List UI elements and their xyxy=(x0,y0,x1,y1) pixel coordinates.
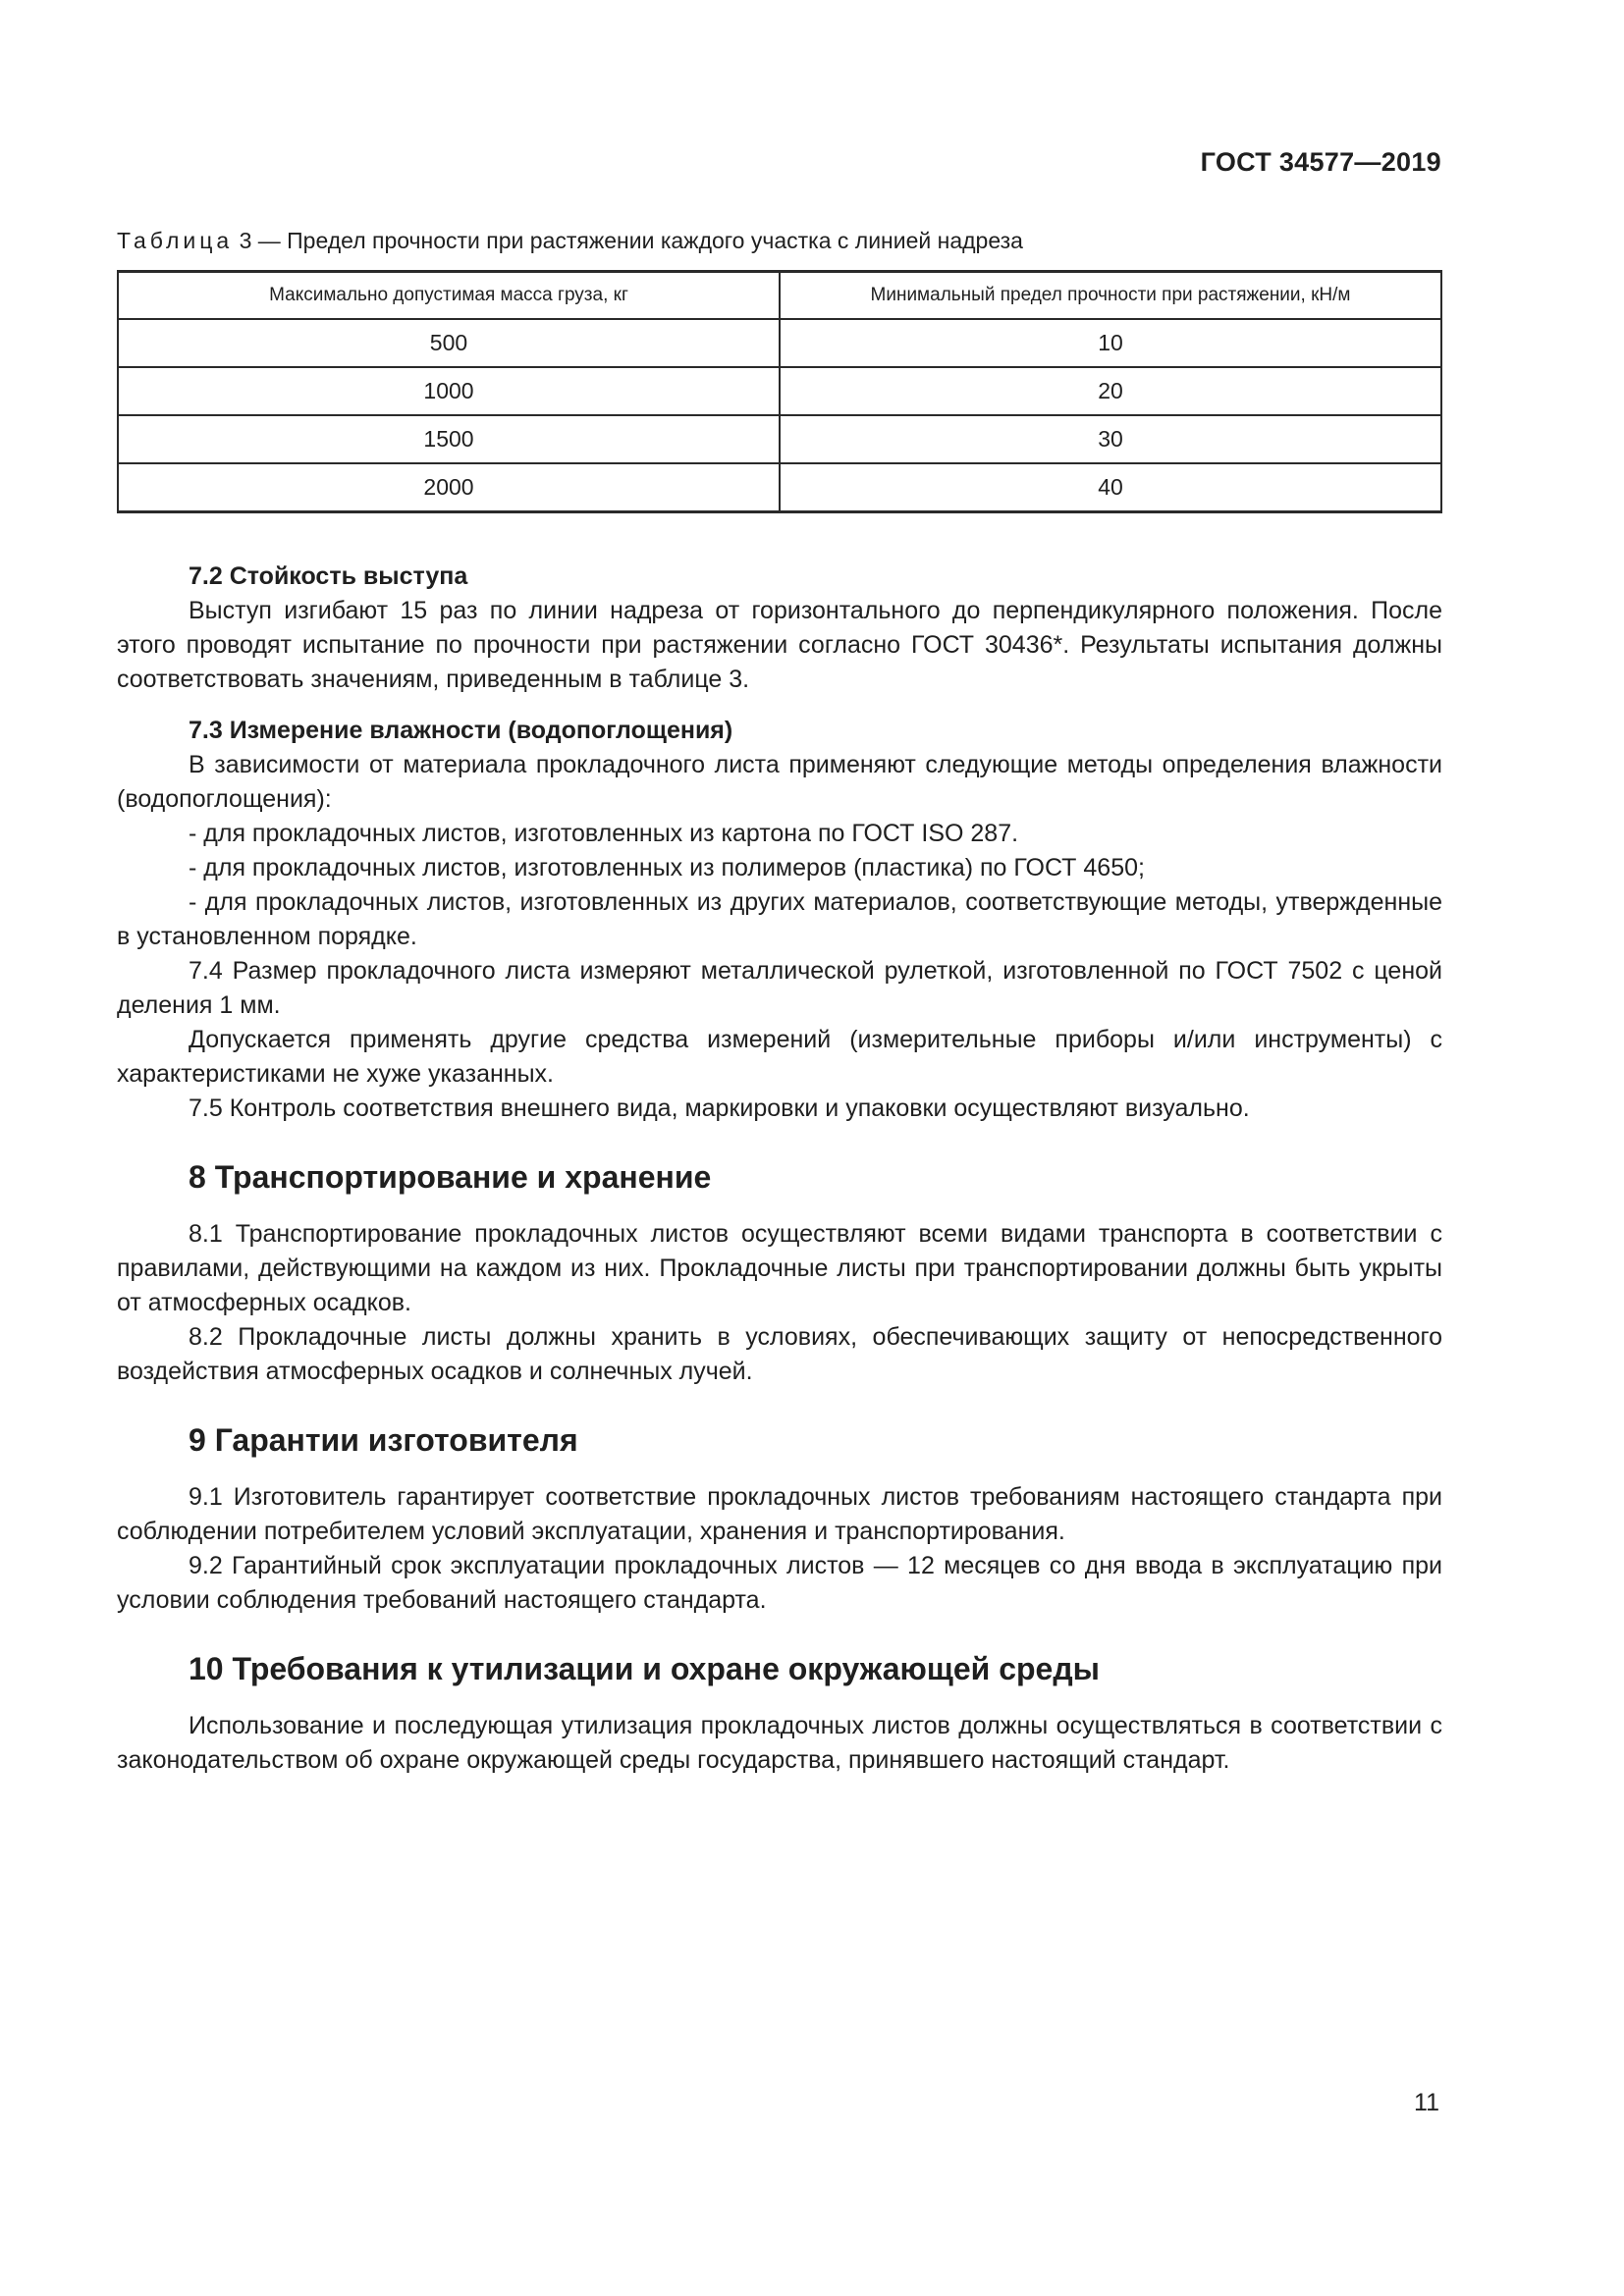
cell-strength: 40 xyxy=(780,463,1441,512)
subsection-title-7-3: 7.3 Измерение влажности (водопоглощения) xyxy=(189,717,733,744)
paragraph-8-1: 8.1 Транспортирование прокладочных листов осуществляют всеми видами транспорта в соответствии с правилами, действующими на каждом из них. Прокладочные листы при транспортировании должны быть укрыты от атмосферных осадков. xyxy=(117,1220,1442,1316)
column-header-mass: Максимально допустимая масса груза, кг xyxy=(118,272,780,320)
paragraph-9-2: 9.2 Гарантийный срок эксплуатации прокладочных листов — 12 месяцев со дня ввода в эксплуатацию при условии соблюдения требований настоящего стандарта. xyxy=(117,1552,1442,1614)
document-body xyxy=(117,560,1442,1778)
cell-strength: 20 xyxy=(780,367,1441,415)
table-caption-label: Таблица xyxy=(117,228,234,253)
section-title-9: 9 Гарантии изготовителя xyxy=(189,1422,578,1458)
paragraph-7-4-note: Допускается применять другие средства измерений (измерительные приборы и/или инструменты) с характеристиками не хуже указанных. xyxy=(117,1026,1442,1088)
paragraph-7-3-intro: В зависимости от материала прокладочного листа применяют следующие методы определения влажности (водопоглощения): xyxy=(117,751,1442,813)
cell-mass: 1500 xyxy=(118,415,780,463)
subsection-title-7-2: 7.2 Стойкость выступа xyxy=(189,562,468,590)
table-row xyxy=(118,463,1441,512)
table-caption xyxy=(117,228,1023,254)
cell-mass: 1000 xyxy=(118,367,780,415)
list-item-7-3-3: - для прокладочных листов, изготовленных из других материалов, соответствующие методы, утвержденные в установленном порядке. xyxy=(117,888,1442,950)
cell-strength: 10 xyxy=(780,319,1441,367)
section-title-10: 10 Требования к утилизации и охране окружающей среды xyxy=(189,1651,1100,1686)
cell-strength: 30 xyxy=(780,415,1441,463)
document-code: ГОСТ 34577—2019 xyxy=(1200,147,1441,177)
table-row xyxy=(118,415,1441,463)
table-caption-text: 3 — Предел прочности при растяжении каждого участка с линией надреза xyxy=(233,228,1023,253)
page-number: 11 xyxy=(1414,2089,1439,2116)
cell-mass: 2000 xyxy=(118,463,780,512)
table-header-row xyxy=(118,272,1441,320)
paragraph-8-2: 8.2 Прокладочные листы должны хранить в условиях, обеспечивающих защиту от непосредственного воздействия атмосферных осадков и солнечных лучей. xyxy=(117,1323,1442,1385)
strength-table xyxy=(117,270,1442,513)
paragraph-7-2: Выступ изгибают 15 раз по линии надреза от горизонтального до перпендикулярного положения. После этого проводят испытание по прочности при растяжении согласно ГОСТ 30436*. Результаты испытания должны соответствовать значениям, приведенным в таблице 3. xyxy=(117,597,1442,693)
section-title-8: 8 Транспортирование и хранение xyxy=(189,1159,712,1195)
list-item-7-3-1: - для прокладочных листов, изготовленных из картона по ГОСТ ISO 287. xyxy=(189,820,1019,847)
table-row xyxy=(118,319,1441,367)
paragraph-7-5: 7.5 Контроль соответствия внешнего вида, маркировки и упаковки осуществляют визуально. xyxy=(189,1095,1250,1122)
column-header-strength: Минимальный предел прочности при растяжении, кН/м xyxy=(780,272,1441,320)
paragraph-7-4: 7.4 Размер прокладочного листа измеряют металлической рулеткой, изготовленной по ГОСТ 7502 с ценой деления 1 мм. xyxy=(117,957,1442,1019)
table-row xyxy=(118,367,1441,415)
cell-mass: 500 xyxy=(118,319,780,367)
paragraph-10: Использование и последующая утилизация прокладочных листов должны осуществляться в соответствии с законодательством об охране окружающей среды государства, принявшего настоящий стандарт. xyxy=(117,1712,1442,1774)
paragraph-9-1: 9.1 Изготовитель гарантирует соответствие прокладочных листов требованиям настоящего стандарта при соблюдении потребителем условий эксплуатации, хранения и транспортирования. xyxy=(117,1483,1442,1545)
list-item-7-3-2: - для прокладочных листов, изготовленных из полимеров (пластика) по ГОСТ 4650; xyxy=(189,854,1145,881)
